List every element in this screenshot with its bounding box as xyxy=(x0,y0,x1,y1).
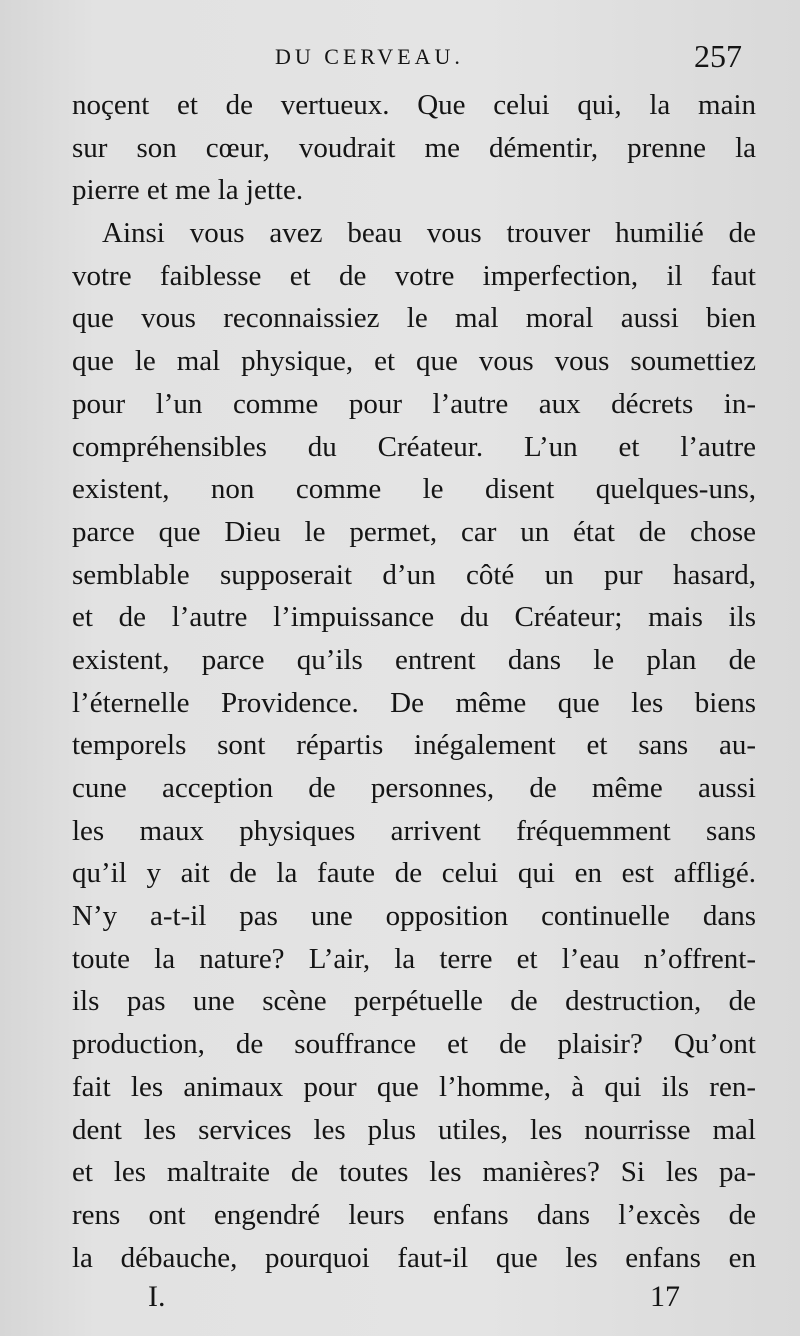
text-line: fait les animaux pour que l’homme, à qui ils ren- xyxy=(72,1070,756,1103)
text-line: ils pas une scène perpétuelle de destruction, de xyxy=(72,985,756,1018)
text-line: existent, parce qu’ils entrent dans le plan de xyxy=(72,643,756,676)
text-line: pierre et me la jette. xyxy=(72,174,304,207)
text-line: et les maltraite de toutes les manières? Si les pa- xyxy=(72,1156,756,1189)
text-line: rens ont engendré leurs enfans dans l’excès de xyxy=(72,1198,756,1231)
text-line: l’éternelle Providence. De même que les biens xyxy=(72,686,756,719)
text-line: toute la nature? L’air, la terre et l’eau n’offrent- xyxy=(72,942,756,975)
text-line: dent les services les plus utiles, les nourrisse mal xyxy=(72,1113,756,1146)
text-line: pour l’un comme pour l’autre aux décrets in- xyxy=(72,387,756,420)
text-line: les maux physiques arrivent fréquemment sans xyxy=(72,814,756,847)
page-footer xyxy=(72,1280,756,1320)
text-line: la débauche, pourquoi faut-il que les enfans en xyxy=(72,1241,756,1274)
running-title: DU CERVEAU. xyxy=(275,44,464,69)
text-line: temporels sont répartis inégalement et sans au- xyxy=(72,729,756,762)
signature-mark: I. xyxy=(148,1280,166,1313)
text-line: production, de souffrance et de plaisir? Qu’ont xyxy=(72,1028,756,1061)
text-line: sur son cœur, voudrait me démentir, prenne la xyxy=(72,131,756,164)
text-line: semblable supposerait d’un côté un pur hasard, xyxy=(72,558,756,591)
folio-number: 17 xyxy=(650,1280,680,1313)
text-line: votre faiblesse et de votre imperfection, il faut xyxy=(72,259,756,292)
text-line: et de l’autre l’impuissance du Créateur; mais ils xyxy=(72,601,756,634)
body-text xyxy=(72,84,756,1279)
text-line: noçent et de vertueux. Que celui qui, la main xyxy=(72,89,756,121)
text-line: N’y a-t-il pas une opposition continuelle dans xyxy=(72,900,756,933)
text-line: Ainsi vous avez beau vous trouver humilié de xyxy=(102,217,756,250)
text-line: existent, non comme le disent quelques-uns, xyxy=(72,473,756,506)
text-line: compréhensibles du Créateur. L’un et l’autre xyxy=(72,430,756,463)
text-line: que vous reconnaissiez le mal moral aussi bien xyxy=(72,302,756,335)
text-line: cune acception de personnes, de même aussi xyxy=(72,772,756,804)
text-line: qu’il y ait de la faute de celui qui en est affligé. xyxy=(72,857,756,890)
text-line: parce que Dieu le permet, car un état de chose xyxy=(72,515,756,548)
page-number: 257 xyxy=(694,38,742,74)
page-header xyxy=(72,38,752,78)
text-line: que le mal physique, et que vous vous soumettiez xyxy=(72,345,756,378)
